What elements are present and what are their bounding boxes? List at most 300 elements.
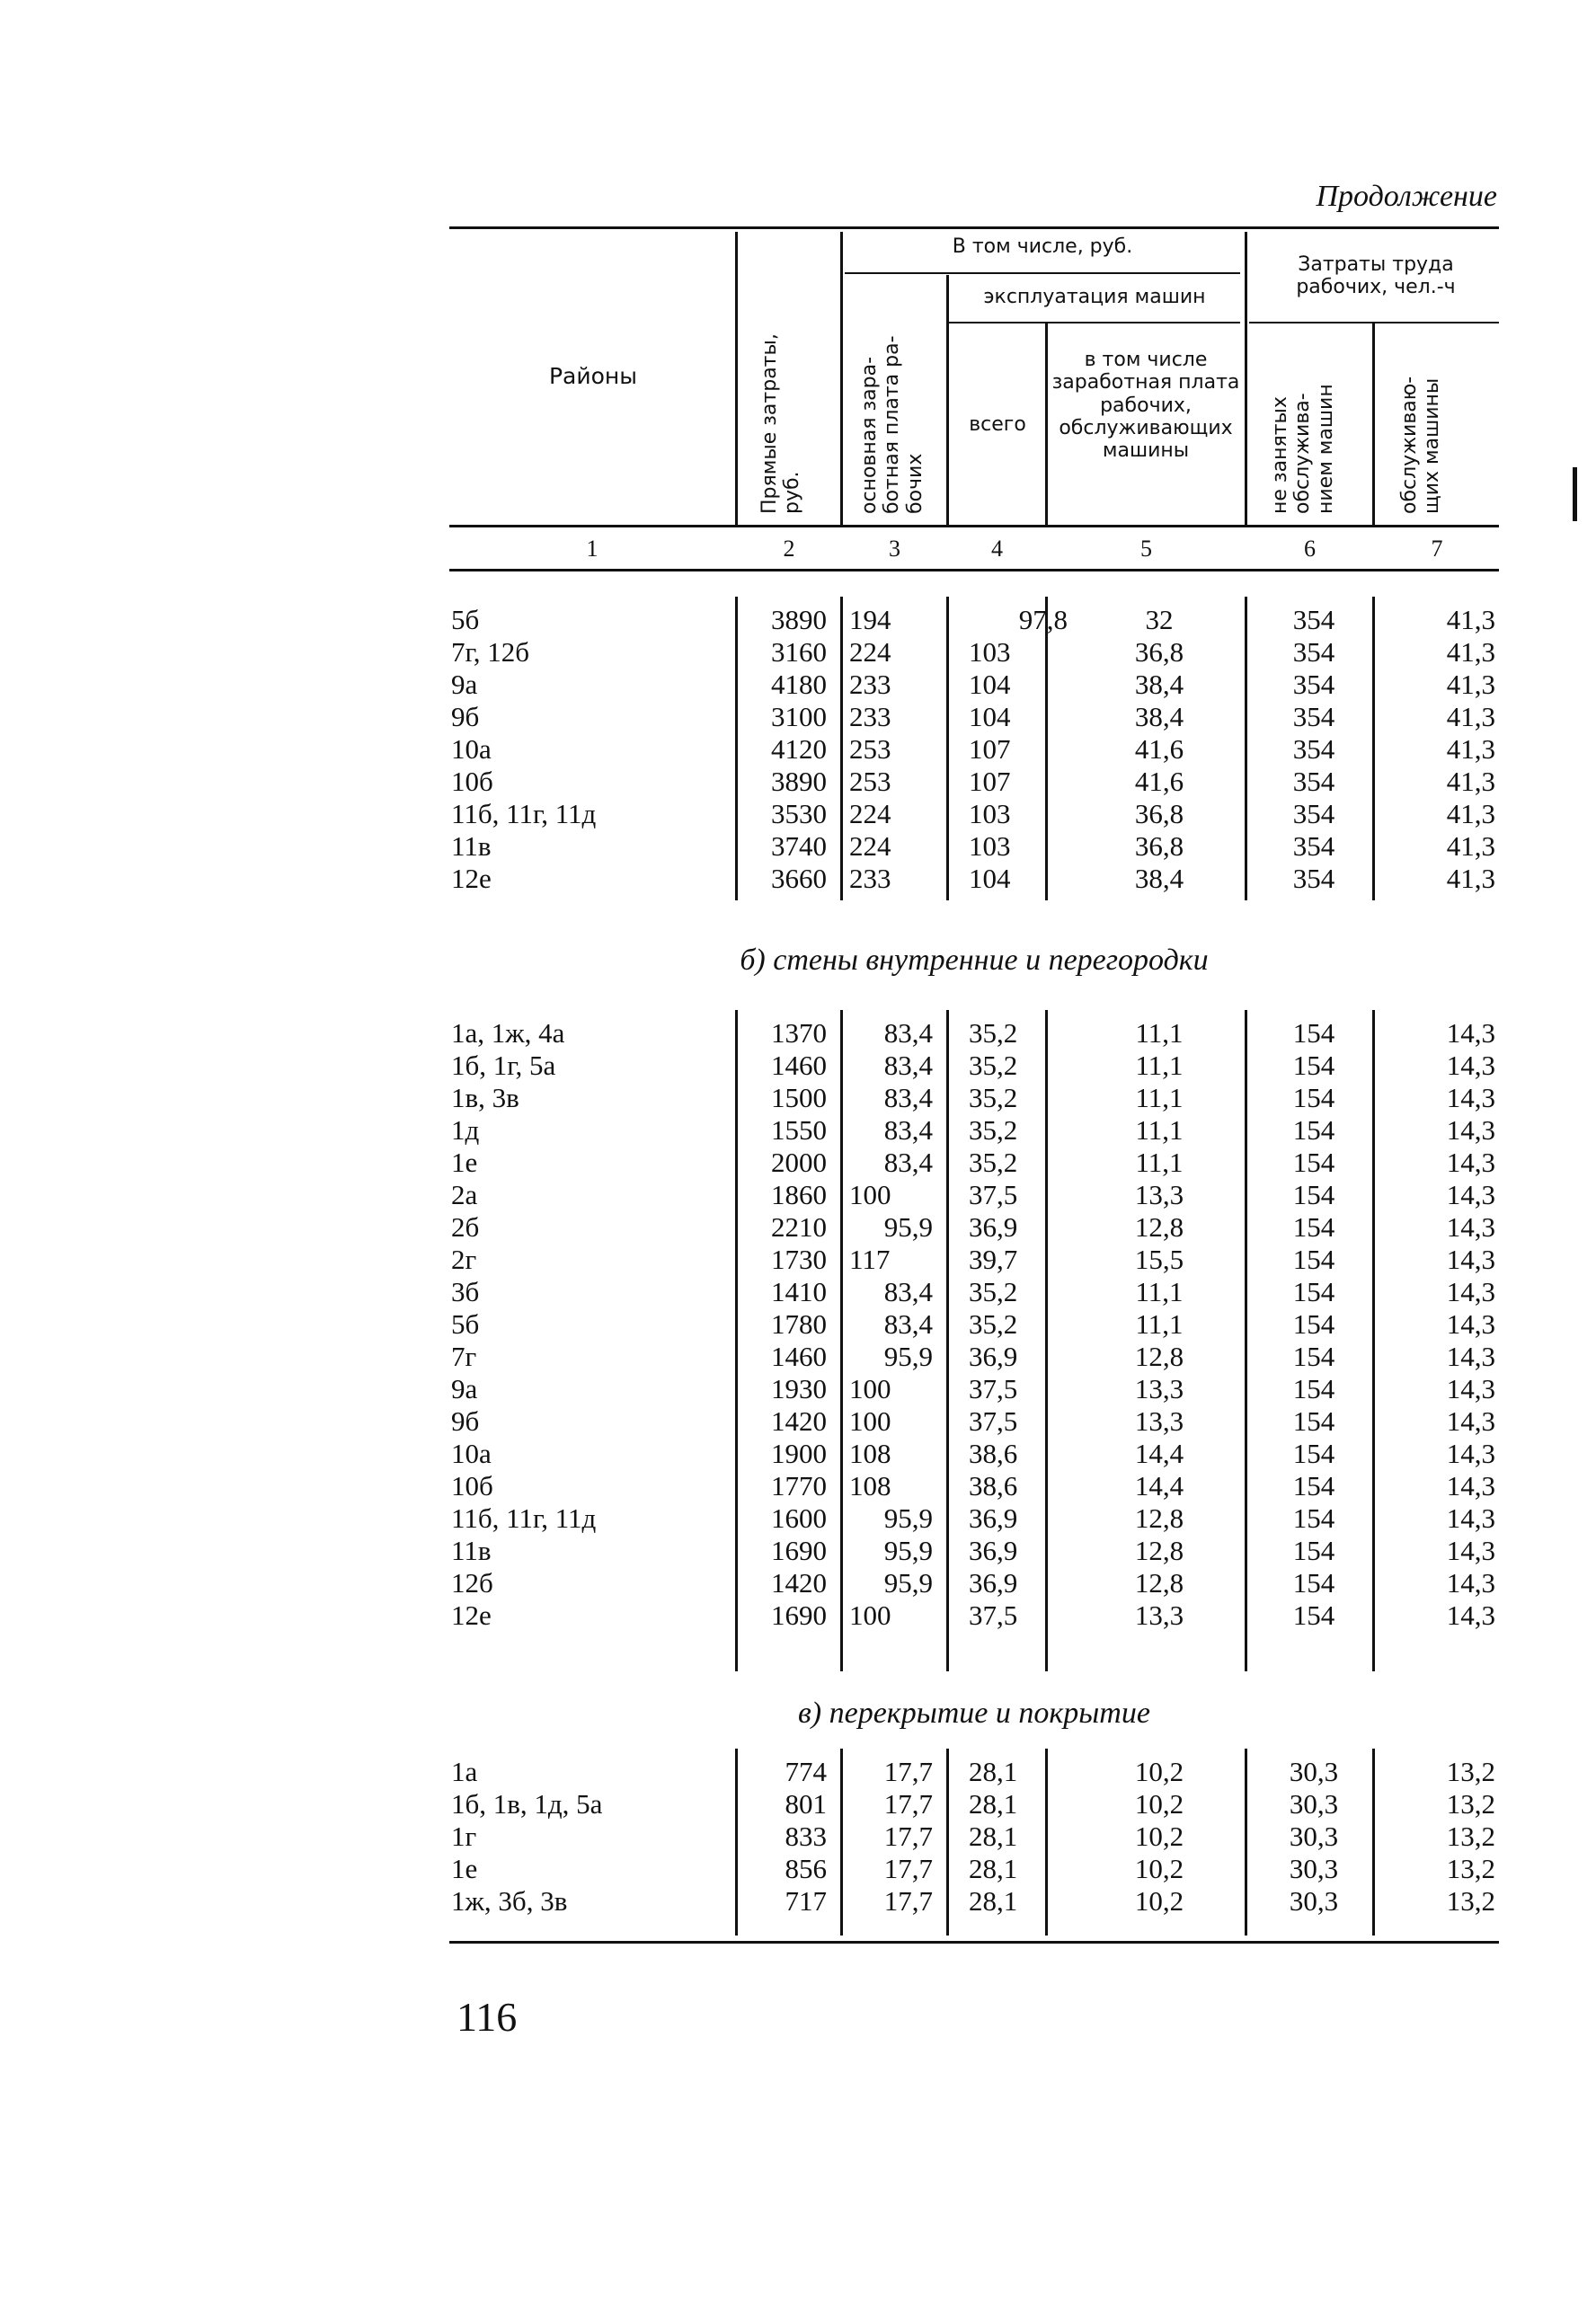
cell-col3: 233 [849, 701, 891, 732]
cell-col3: 100 [849, 1405, 891, 1437]
cell-col1: 1в, 3в [451, 1082, 519, 1113]
cell-col4: 103 [969, 830, 1011, 862]
cell-col2: 1900 [771, 1438, 827, 1469]
cell-col5: 11,1 [1135, 1276, 1184, 1307]
cell-col2: 1690 [771, 1535, 827, 1566]
cell-col7: 41,3 [1446, 766, 1495, 797]
cell-col6: 154 [1292, 1470, 1335, 1502]
table-row [449, 1788, 1499, 1820]
cell-col2: 3890 [771, 766, 827, 797]
table-row [449, 1820, 1499, 1853]
cell-col6: 354 [1292, 701, 1335, 732]
cell-col2: 1460 [771, 1050, 827, 1081]
cell-col6: 30,3 [1289, 1853, 1339, 1884]
table-row [449, 863, 1499, 895]
cell-col4: 103 [969, 798, 1011, 829]
cell-col3: 83,4 [883, 1017, 933, 1049]
cell-col2: 1370 [771, 1017, 827, 1049]
table-row [449, 1567, 1499, 1599]
cell-col7: 41,3 [1446, 669, 1495, 700]
cell-col4: 104 [969, 701, 1011, 732]
cell-col3: 95,9 [883, 1567, 933, 1599]
cell-col6: 154 [1292, 1438, 1335, 1469]
cell-col1: 1е [451, 1147, 478, 1178]
cell-col1: 2а [451, 1179, 478, 1210]
cell-col3: 17,7 [883, 1788, 933, 1820]
cell-col2: 833 [785, 1820, 827, 1852]
cell-col5: 11,1 [1135, 1147, 1184, 1178]
cell-col6: 154 [1292, 1244, 1335, 1275]
cell-col2: 1730 [771, 1244, 827, 1275]
header-base-wage: основная зара- ботная плата ра- бочих [858, 335, 927, 514]
cell-col3: 224 [849, 636, 891, 668]
table-top-rule [449, 226, 1499, 229]
cell-col4: 28,1 [969, 1853, 1018, 1884]
cell-col3: 253 [849, 766, 891, 797]
cell-col1: 1г [451, 1820, 477, 1852]
cell-col3: 233 [849, 863, 891, 894]
table-row [449, 1853, 1499, 1885]
cell-col5: 13,3 [1134, 1405, 1184, 1437]
cell-col2: 1500 [771, 1082, 827, 1113]
cell-col2: 4120 [771, 733, 827, 765]
cell-col5: 41,6 [1134, 766, 1184, 797]
cell-col4: 28,1 [969, 1885, 1018, 1917]
table-row [449, 1341, 1499, 1373]
cell-col4: 38,6 [969, 1438, 1018, 1469]
cell-col1: 5б [451, 1308, 480, 1340]
cell-col6: 154 [1292, 1567, 1335, 1599]
cell-col6: 154 [1292, 1082, 1335, 1113]
cell-col2: 2210 [771, 1211, 827, 1243]
including-rule [845, 272, 1240, 274]
section-c-title: в) перекрытие и покрытие [798, 1696, 1150, 1730]
cell-col5: 11,1 [1135, 1114, 1184, 1146]
cell-col1: 3б [451, 1276, 480, 1307]
cell-col5: 41,6 [1134, 733, 1184, 765]
cell-col4: 35,2 [969, 1276, 1018, 1307]
cell-col6: 30,3 [1289, 1885, 1339, 1917]
table-row [449, 1405, 1499, 1438]
cell-col1: 2г [451, 1244, 477, 1275]
colnum-7: 7 [1431, 536, 1443, 562]
hdr-vrule [840, 232, 843, 525]
cell-col1: 11в [451, 830, 492, 862]
table-row [449, 604, 1499, 636]
cell-col3: 108 [849, 1438, 891, 1469]
cell-col7: 13,2 [1446, 1853, 1495, 1884]
cell-col7: 41,3 [1446, 863, 1495, 894]
cell-col3: 108 [849, 1470, 891, 1502]
cell-col4: 107 [969, 733, 1011, 765]
cell-col3: 117 [849, 1244, 891, 1275]
cell-col7: 14,3 [1446, 1082, 1495, 1113]
cell-col5: 10,2 [1134, 1885, 1184, 1917]
cell-col7: 14,3 [1446, 1438, 1495, 1469]
cell-col6: 30,3 [1289, 1756, 1339, 1787]
cell-col5: 15,5 [1134, 1244, 1184, 1275]
cell-col5: 11,1 [1135, 1050, 1184, 1081]
cell-col2: 1860 [771, 1179, 827, 1210]
cell-col6: 354 [1292, 604, 1335, 635]
cell-col6: 354 [1292, 733, 1335, 765]
cell-col2: 1460 [771, 1341, 827, 1372]
cell-col6: 154 [1292, 1341, 1335, 1372]
cell-col1: 10а [451, 733, 492, 765]
cell-col1: 9б [451, 701, 480, 732]
cell-col7: 14,3 [1446, 1373, 1495, 1404]
cell-col4: 35,2 [969, 1308, 1018, 1340]
cell-col1: 11б, 11г, 11д [451, 798, 597, 829]
cell-col5: 14,4 [1134, 1438, 1184, 1469]
cell-col6: 30,3 [1289, 1788, 1339, 1820]
margin-mark [1573, 467, 1577, 521]
cell-col4: 35,2 [969, 1114, 1018, 1146]
table-row [449, 733, 1499, 766]
table-row [449, 830, 1499, 863]
cell-col1: 7г, 12б [451, 636, 529, 668]
cell-col5: 10,2 [1134, 1820, 1184, 1852]
cell-col6: 154 [1292, 1308, 1335, 1340]
cell-col3: 83,4 [883, 1308, 933, 1340]
cell-col6: 30,3 [1289, 1820, 1339, 1852]
cell-col6: 154 [1292, 1373, 1335, 1404]
cell-col3: 253 [849, 733, 891, 765]
cell-col2: 717 [785, 1885, 827, 1917]
cell-col5: 10,2 [1134, 1853, 1184, 1884]
header-direct-costs: Прямые затраты, руб. [758, 333, 804, 514]
cell-col1: 12е [451, 1599, 492, 1631]
header-machine-workers: обслуживаю- щих машины [1398, 376, 1444, 514]
table-row [449, 1373, 1499, 1405]
cell-col4: 28,1 [969, 1788, 1018, 1820]
cell-col6: 154 [1292, 1017, 1335, 1049]
cell-col2: 3530 [771, 798, 827, 829]
cell-col1: 9б [451, 1405, 480, 1437]
table-row [449, 1308, 1499, 1341]
cell-col2: 774 [785, 1756, 827, 1787]
cell-col1: 1б, 1г, 5а [451, 1050, 556, 1081]
table-row [449, 1082, 1499, 1114]
cell-col7: 13,2 [1446, 1885, 1495, 1917]
cell-col3: 83,4 [883, 1082, 933, 1113]
cell-col3: 17,7 [883, 1756, 933, 1787]
cell-col4: 37,5 [969, 1179, 1018, 1210]
cell-col4: 35,2 [969, 1082, 1018, 1113]
cell-col6: 154 [1292, 1050, 1335, 1081]
table-row [449, 1470, 1499, 1502]
colnum-5: 5 [1140, 536, 1152, 562]
cell-col7: 14,3 [1446, 1017, 1495, 1049]
cell-col5: 11,1 [1135, 1082, 1184, 1113]
cell-col3: 100 [849, 1373, 891, 1404]
hdr-vrule [735, 232, 738, 525]
cell-col5: 38,4 [1134, 701, 1184, 732]
cell-col4: 35,2 [969, 1147, 1018, 1178]
cell-col7: 13,2 [1446, 1756, 1495, 1787]
cell-col1: 12б [451, 1567, 493, 1599]
cell-col3: 95,9 [883, 1211, 933, 1243]
cell-col1: 7г [451, 1341, 477, 1372]
header-machine-operation: эксплуатация машин [983, 286, 1206, 308]
cell-col2: 1770 [771, 1470, 827, 1502]
cell-col4: 36,9 [969, 1567, 1018, 1599]
table-row [449, 1276, 1499, 1308]
cell-col5: 32 [1145, 604, 1174, 635]
table-row [449, 1211, 1499, 1244]
section-c-table [449, 1756, 1499, 1936]
cell-col7: 14,3 [1446, 1535, 1495, 1566]
cell-col2: 2000 [771, 1147, 827, 1178]
table-row [449, 1599, 1499, 1632]
cell-col7: 13,2 [1446, 1788, 1495, 1820]
header-total: всего [969, 413, 1026, 436]
cell-col6: 154 [1292, 1211, 1335, 1243]
cell-col5: 36,8 [1134, 798, 1184, 829]
cell-col3: 233 [849, 669, 891, 700]
cell-col5: 14,4 [1134, 1470, 1184, 1502]
colnum-6: 6 [1304, 536, 1316, 562]
cell-col2: 1690 [771, 1599, 827, 1631]
cell-col4: 104 [969, 669, 1011, 700]
machine-rule [946, 322, 1240, 323]
table-row [449, 701, 1499, 733]
table-row [449, 636, 1499, 669]
table-row [449, 1017, 1499, 1050]
cell-col4: 107 [969, 766, 1011, 797]
cell-col6: 154 [1292, 1276, 1335, 1307]
table-row [449, 766, 1499, 798]
cell-col3: 224 [849, 798, 891, 829]
cell-col3: 100 [849, 1599, 891, 1631]
cell-col1: 1б, 1в, 1д, 5а [451, 1788, 603, 1820]
cell-col2: 856 [785, 1853, 827, 1884]
cell-col4: 35,2 [969, 1017, 1018, 1049]
cell-col2: 1420 [771, 1405, 827, 1437]
cell-col6: 154 [1292, 1502, 1335, 1534]
cell-col7: 14,3 [1446, 1147, 1495, 1178]
header-districts: Районы [548, 363, 638, 389]
cell-col1: 1а [451, 1756, 478, 1787]
cell-col4: 36,9 [969, 1502, 1018, 1534]
hdr-vrule [1045, 323, 1048, 525]
cell-col2: 4180 [771, 669, 827, 700]
table-row [449, 798, 1499, 830]
cell-col5: 13,3 [1134, 1179, 1184, 1210]
cell-col5: 36,8 [1134, 636, 1184, 668]
cell-col6: 354 [1292, 798, 1335, 829]
hdr-vrule [946, 275, 949, 525]
header-including: В том числе, руб. [952, 235, 1133, 258]
cell-col5: 10,2 [1134, 1788, 1184, 1820]
cell-col5: 13,3 [1134, 1599, 1184, 1631]
cell-col7: 14,3 [1446, 1341, 1495, 1372]
cell-col7: 14,3 [1446, 1244, 1495, 1275]
section-b-title: б) стены внутренние и перегородки [740, 943, 1209, 977]
cell-col1: 12е [451, 863, 492, 894]
cell-col6: 154 [1292, 1599, 1335, 1631]
cell-col1: 10а [451, 1438, 492, 1469]
header-not-machine: не занятых обслужива- нием машин [1269, 384, 1337, 514]
cell-col2: 3890 [771, 604, 827, 635]
cell-col1: 10б [451, 766, 493, 797]
cell-col6: 354 [1292, 766, 1335, 797]
table-row [449, 669, 1499, 701]
cell-col1: 9а [451, 1373, 478, 1404]
cell-col5: 11,1 [1135, 1308, 1184, 1340]
cell-col3: 224 [849, 830, 891, 862]
cell-col6: 154 [1292, 1114, 1335, 1146]
cell-col7: 41,3 [1446, 636, 1495, 668]
cell-col3: 100 [849, 1179, 891, 1210]
cell-col7: 41,3 [1446, 701, 1495, 732]
cell-col3: 95,9 [883, 1535, 933, 1566]
cell-col4: 28,1 [969, 1820, 1018, 1852]
cell-col7: 14,3 [1446, 1502, 1495, 1534]
cell-col1: 5б [451, 604, 480, 635]
table-bottom-rule [449, 1941, 1499, 1944]
cell-col3: 83,4 [883, 1050, 933, 1081]
header-labor-costs: Затраты труда рабочих, чел.-ч [1296, 253, 1456, 299]
cell-col6: 154 [1292, 1179, 1335, 1210]
table-row [449, 1438, 1499, 1470]
cell-col7: 14,3 [1446, 1470, 1495, 1502]
cell-col3: 83,4 [883, 1276, 933, 1307]
cell-col3: 17,7 [883, 1885, 933, 1917]
cell-col2: 801 [785, 1788, 827, 1820]
cell-col5: 12,8 [1134, 1502, 1184, 1534]
cell-col2: 3660 [771, 863, 827, 894]
table-row [449, 1244, 1499, 1276]
cell-col4: 28,1 [969, 1756, 1018, 1787]
cell-col6: 154 [1292, 1405, 1335, 1437]
cell-col3: 83,4 [883, 1147, 933, 1178]
cell-col5: 13,3 [1134, 1373, 1184, 1404]
cell-col5: 11,1 [1135, 1017, 1184, 1049]
cell-col5: 10,2 [1134, 1756, 1184, 1787]
cell-col7: 14,3 [1446, 1114, 1495, 1146]
table-row [449, 1147, 1499, 1179]
section-b-table [449, 1017, 1499, 1671]
cell-col4: 37,5 [969, 1373, 1018, 1404]
cell-col3: 95,9 [883, 1502, 933, 1534]
cell-col4: 39,7 [969, 1244, 1018, 1275]
cell-col6: 354 [1292, 830, 1335, 862]
colnum-1: 1 [586, 536, 598, 562]
cell-col7: 14,3 [1446, 1308, 1495, 1340]
cell-col7: 14,3 [1446, 1276, 1495, 1307]
cell-col4: 103 [969, 636, 1011, 668]
cell-col7: 14,3 [1446, 1599, 1495, 1631]
cell-col3: 17,7 [883, 1853, 933, 1884]
cell-col4: 37,5 [969, 1405, 1018, 1437]
cell-col3: 194 [849, 604, 891, 635]
cell-col1: 11в [451, 1535, 492, 1566]
continuation-label: Продолжение [1316, 180, 1497, 213]
cell-col2: 1420 [771, 1567, 827, 1599]
hdr-vrule [1372, 323, 1375, 525]
cell-col5: 38,4 [1134, 863, 1184, 894]
cell-col4: 38,6 [969, 1470, 1018, 1502]
cell-col4: 36,9 [969, 1535, 1018, 1566]
cell-col4: 37,5 [969, 1599, 1018, 1631]
cell-col7: 41,3 [1446, 604, 1495, 635]
table-row [449, 1179, 1499, 1211]
cell-col4: 36,9 [969, 1341, 1018, 1372]
table-row [449, 1535, 1499, 1567]
cell-col1: 2б [451, 1211, 480, 1243]
cell-col7: 14,3 [1446, 1211, 1495, 1243]
cell-col2: 1410 [771, 1276, 827, 1307]
cell-col1: 11б, 11г, 11д [451, 1502, 597, 1534]
cell-col1: 10б [451, 1470, 493, 1502]
cell-col6: 154 [1292, 1535, 1335, 1566]
hdr-vrule [1245, 232, 1247, 525]
cell-col4: 97,8 [1018, 604, 1068, 635]
cell-col2: 1600 [771, 1502, 827, 1534]
cell-col7: 14,3 [1446, 1567, 1495, 1599]
cell-col2: 3100 [771, 701, 827, 732]
cell-col5: 12,8 [1134, 1567, 1184, 1599]
header-incl-wage: в том числе заработная плата рабочих, обслуживающих машины [1051, 349, 1240, 463]
cell-col7: 41,3 [1446, 733, 1495, 765]
cell-col1: 1ж, 3б, 3в [451, 1885, 568, 1917]
colnum-4: 4 [991, 536, 1003, 562]
cell-col6: 354 [1292, 636, 1335, 668]
cell-col1: 1е [451, 1853, 478, 1884]
cell-col3: 95,9 [883, 1341, 933, 1372]
cell-col4: 104 [969, 863, 1011, 894]
table-row [449, 1050, 1499, 1082]
cell-col6: 154 [1292, 1147, 1335, 1178]
cell-col5: 12,8 [1134, 1535, 1184, 1566]
cell-col7: 14,3 [1446, 1050, 1495, 1081]
cell-col6: 354 [1292, 863, 1335, 894]
cell-col5: 38,4 [1134, 669, 1184, 700]
cell-col3: 83,4 [883, 1114, 933, 1146]
cell-col1: 1а, 1ж, 4а [451, 1017, 565, 1049]
cell-col5: 12,8 [1134, 1341, 1184, 1372]
table-row [449, 1114, 1499, 1147]
section-a-table [449, 604, 1499, 900]
colnum-3: 3 [889, 536, 900, 562]
colnum-2: 2 [783, 536, 795, 562]
cell-col7: 41,3 [1446, 830, 1495, 862]
cell-col4: 35,2 [969, 1050, 1018, 1081]
table-row [449, 1885, 1499, 1918]
cell-col7: 14,3 [1446, 1405, 1495, 1437]
cell-col2: 1930 [771, 1373, 827, 1404]
cell-col3: 17,7 [883, 1820, 933, 1852]
table-row [449, 1502, 1499, 1535]
cell-col2: 1550 [771, 1114, 827, 1146]
cell-col7: 41,3 [1446, 798, 1495, 829]
cell-col5: 12,8 [1134, 1211, 1184, 1243]
cell-col1: 1д [451, 1114, 480, 1146]
cell-col2: 3740 [771, 830, 827, 862]
cell-col2: 3160 [771, 636, 827, 668]
table-row [449, 1756, 1499, 1788]
cell-col6: 354 [1292, 669, 1335, 700]
page-number: 116 [457, 1994, 518, 2040]
cell-col4: 36,9 [969, 1211, 1018, 1243]
header-bottom-rule [449, 525, 1499, 527]
cell-col7: 14,3 [1446, 1179, 1495, 1210]
cell-col1: 9а [451, 669, 478, 700]
cell-col2: 1780 [771, 1308, 827, 1340]
cell-col5: 36,8 [1134, 830, 1184, 862]
colnum-bottom-rule [449, 569, 1499, 571]
